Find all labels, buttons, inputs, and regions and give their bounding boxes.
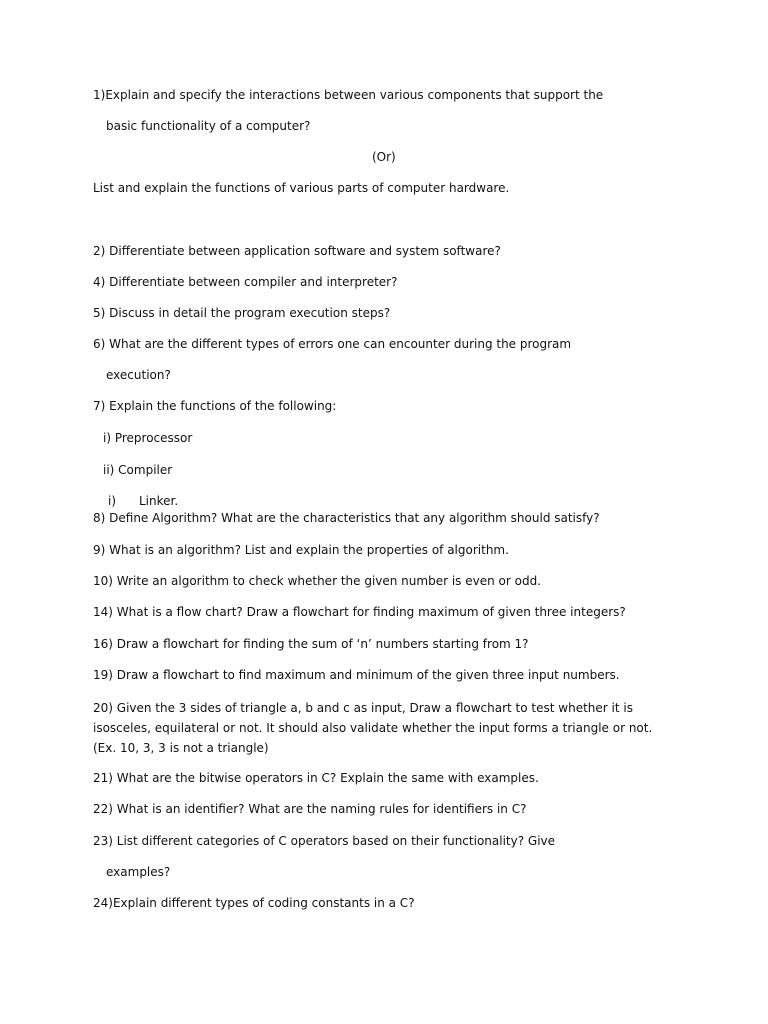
- q24: 24)Explain different types of coding constants in a C?: [93, 896, 415, 910]
- q7-item-preprocessor: i) Preprocessor: [103, 431, 193, 445]
- q6-line2: execution?: [106, 368, 171, 382]
- q2: 2) Differentiate between application software and system software?: [93, 244, 501, 258]
- q20: 20) Given the 3 sides of triangle a, b and c as input, Draw a flowchart to test whether it is isosceles, equilateral or not. It should also validate whether the input forms a triangle or not. (Ex. 10, 3, 3 is not a triangle): [93, 701, 653, 755]
- q4: 4) Differentiate between compiler and interpreter?: [93, 275, 398, 289]
- q14: 14) What is a flow chart? Draw a flowchart for finding maximum of given three integers?: [93, 605, 626, 619]
- q23-line2: examples?: [106, 865, 171, 879]
- q21: 21) What are the bitwise operators in C? Explain the same with examples.: [93, 771, 539, 785]
- q9: 9) What is an algorithm? List and explain the properties of algorithm.: [93, 543, 509, 557]
- q1-or: (Or): [372, 150, 396, 164]
- q7-line1: 7) Explain the functions of the following:: [93, 399, 337, 413]
- q23-line1: 23) List different categories of C operators based on their functionality? Give: [93, 834, 556, 848]
- q16: 16) Draw a flowchart for finding the sum of ‘n’ numbers starting from 1?: [93, 637, 529, 651]
- q8: 8) Define Algorithm? What are the characteristics that any algorithm should satisfy?: [93, 511, 600, 525]
- q5: 5) Discuss in detail the program execution steps?: [93, 306, 391, 320]
- q10: 10) Write an algorithm to check whether the given number is even or odd.: [93, 574, 541, 588]
- q7-item-linker-num: i): [108, 494, 117, 508]
- q6-line1: 6) What are the different types of errors one can encounter during the program: [93, 337, 572, 351]
- q7-item-compiler: ii) Compiler: [103, 463, 173, 477]
- q1-line1: 1)Explain and specify the interactions between various components that support the: [93, 88, 604, 102]
- q1-line2: basic functionality of a computer?: [106, 119, 311, 133]
- q22: 22) What is an identifier? What are the naming rules for identifiers in C?: [93, 802, 527, 816]
- q19: 19) Draw a flowchart to find maximum and minimum of the given three input numbers.: [93, 668, 620, 682]
- q1-alt: List and explain the functions of various parts of computer hardware.: [93, 181, 510, 195]
- q7-item-linker: Linker.: [139, 494, 179, 508]
